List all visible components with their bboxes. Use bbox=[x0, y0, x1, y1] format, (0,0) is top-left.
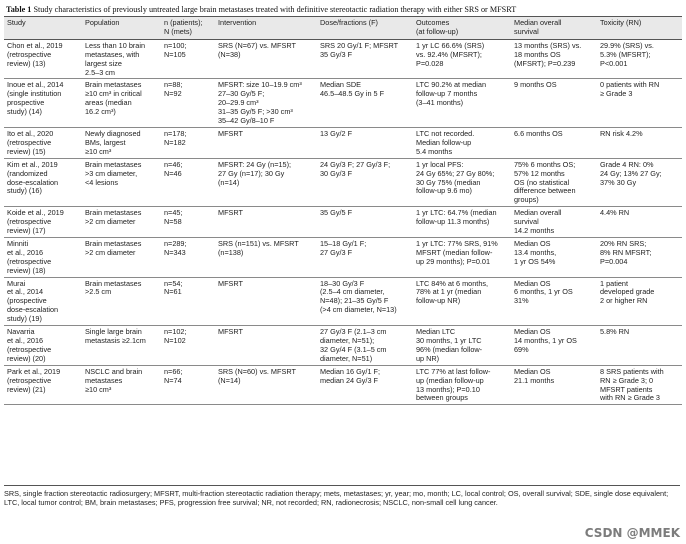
table-footnote: SRS, single fraction stereotactic radiosurgery; MFSRT, multi-fraction stereotactic radiation therapy; mets, metastases; yr, year; mo, month; LC, local control; OS, overall survival; SDE, single dose equivalent; LTC, local tumor control; BM, brain metastases; PFS, progression free survival; NR, not recorded; RN, radionecrosis; NSCLC, non-small cell lung cancer. bbox=[4, 485, 680, 507]
table-cell: MFSRT bbox=[218, 327, 243, 337]
table-cell: n=102; N=102 bbox=[164, 327, 187, 345]
table-cell: 1 yr LC 66.6% (SRS) vs. 92.4% (MFSRT); P=0.028 bbox=[416, 40, 485, 68]
table-row bbox=[4, 207, 682, 238]
table-row bbox=[4, 365, 682, 405]
table-cell: Newly diagnosed BMs, largest ≥10 cm³ bbox=[85, 128, 141, 156]
table-cell: 1 yr LTC: 77% SRS, 91% MFSRT (median follow- up 29 months); P=0.01 bbox=[416, 238, 498, 266]
column-header: Dose/fractions (F) bbox=[320, 18, 378, 27]
table-cell: Median OS 14 months, 1 yr OS 69% bbox=[514, 327, 577, 354]
table-cell: Median overall survival 14.2 months bbox=[514, 208, 562, 236]
table-cell: SRS (n=151) vs. MFSRT (n=138) bbox=[218, 238, 299, 257]
table-cell: SRS 20 Gy/1 F; MFSRT 35 Gy/3 F bbox=[320, 40, 399, 59]
watermark: CSDN @MMEK bbox=[584, 526, 680, 540]
table-cell: SRS (N=60) vs. MFSRT (N=14) bbox=[218, 366, 296, 385]
table-cell: Median 16 Gy/1 F; median 24 Gy/3 F bbox=[320, 366, 381, 385]
table-cell: 13 Gy/2 F bbox=[320, 128, 353, 138]
table-row bbox=[4, 79, 682, 128]
table-cell: Park et al., 2019 (retrospective review) (21) bbox=[7, 366, 61, 394]
table-cell: Kim et al., 2019 (randomized dose-escalation study) (16) bbox=[7, 159, 59, 196]
table-cell: n=54; N=61 bbox=[164, 278, 183, 297]
table-cell: MFSRT: size 10–19.9 cm³ 27–30 Gy/5 F; 20–29.9 cm³ 31–35 Gy/5 F; >30 cm³ 35–42 Gy/8–10 F bbox=[218, 80, 302, 126]
table-cell: 29.9% (SRS) vs. 5.3% (MFSRT); P<0.001 bbox=[600, 40, 654, 68]
table-cell: n=45; N=58 bbox=[164, 208, 183, 227]
column-header: Population bbox=[85, 18, 120, 27]
table-cell: 18–30 Gy/3 F (2.5–4 cm diameter, N=48); 21–35 Gy/5 F (>4 cm diameter, N=13) bbox=[320, 278, 397, 315]
column-header: Study bbox=[7, 18, 26, 27]
table-cell: n=88; N=92 bbox=[164, 80, 183, 99]
table-cell: RN risk 4.2% bbox=[600, 128, 643, 138]
table-cell: Median LTC 30 months, 1 yr LTC 96% (median follow- up NR) bbox=[416, 327, 483, 363]
table-cell: Brain metastases >2 cm diameter bbox=[85, 238, 142, 257]
table-cell: Ito et al., 2020 (retrospective review) (15) bbox=[7, 128, 54, 156]
table-cell: Brain metastases >2 cm diameter bbox=[85, 208, 142, 227]
table-caption-text: Study characteristics of previously untreated large brain metastases treated with definitive stereotactic radiation therapy with either SRS or MFSRT bbox=[31, 5, 517, 14]
table-cell: n=289; N=343 bbox=[164, 238, 187, 257]
table-cell: LTC 90.2% at median follow-up 7 months (3–41 months) bbox=[416, 80, 487, 108]
table-cell: n=178; N=182 bbox=[164, 128, 187, 147]
table-cell: 24 Gy/3 F; 27 Gy/3 F; 30 Gy/3 F bbox=[320, 159, 391, 178]
table-body bbox=[4, 39, 682, 405]
table-caption bbox=[6, 4, 682, 15]
table-cell: SRS (N=67) vs. MFSRT (N=38) bbox=[218, 40, 296, 59]
table-cell: Inoue et al., 2014 (single institution prospective study) (14) bbox=[7, 80, 64, 117]
table-cell: Single large brain metastasis ≥2.1cm bbox=[85, 327, 146, 345]
table-row bbox=[4, 277, 682, 326]
table-cell: 1 yr local PFS: 24 Gy 65%; 27 Gy 80%; 30 Gy 75% (median follow-up 9.6 mo) bbox=[416, 159, 495, 196]
table-cell: 1 yr LTC: 64.7% (median follow-up 11.3 months) bbox=[416, 208, 497, 227]
table-cell: n=100; N=105 bbox=[164, 40, 187, 59]
table-cell: NSCLC and brain metastases ≥10 cm³ bbox=[85, 366, 143, 394]
study-characteristics-table bbox=[4, 16, 682, 405]
table-cell: Grade 4 RN: 0% 24 Gy; 13% 27 Gy; 37% 30 Gy bbox=[600, 159, 662, 187]
column-header: n (patients); N (mets) bbox=[164, 18, 203, 36]
table-cell: Less than 10 brain metastases, with largest size 2.5–3 cm bbox=[85, 40, 146, 77]
table-cell: Navarria et al., 2016 (retrospective review) (20) bbox=[7, 327, 52, 363]
table-cell: 27 Gy/3 F (2.1–3 cm diameter, N=51); 32 Gy/4 F (3.1–5 cm diameter, N=51) bbox=[320, 327, 387, 363]
table-cell: 75% 6 months OS; 57% 12 months OS (no statistical difference between groups) bbox=[514, 159, 576, 205]
table-cell: 8 SRS patients with RN ≥ Grade 3; 0 MFSRT patients with RN ≥ Grade 3 bbox=[600, 366, 664, 403]
column-header: Median overall survival bbox=[514, 18, 562, 36]
table-cell: 20% RN SRS; 8% RN MFSRT; P=0.004 bbox=[600, 238, 652, 266]
table-cell: 35 Gy/5 F bbox=[320, 208, 353, 218]
table-caption-label: Table 1 bbox=[6, 5, 32, 14]
table-cell: Median SDE 46.5–48.5 Gy in 5 F bbox=[320, 80, 385, 99]
table-cell: Median OS 21.1 months bbox=[514, 366, 555, 385]
table-cell: Koide et al., 2019 (retrospective review) (17) bbox=[7, 208, 64, 236]
table-cell: Brain metastases >2.5 cm bbox=[85, 278, 142, 297]
table-row bbox=[4, 237, 682, 277]
table-row bbox=[4, 39, 682, 79]
table-cell: MFSRT: 24 Gy (n=15); 27 Gy (n=17); 30 Gy (n=14) bbox=[218, 159, 292, 187]
table-cell: MFSRT bbox=[218, 278, 243, 288]
table-cell: n=66; N=74 bbox=[164, 366, 183, 385]
table-cell: Murai et al., 2014 (prospective dose-escalation study) (19) bbox=[7, 278, 59, 324]
table-cell: n=46; N=46 bbox=[164, 159, 183, 178]
table-cell: 1 patient developed grade 2 or higher RN bbox=[600, 278, 655, 306]
table-cell: Median OS 13.4 months, 1 yr OS 54% bbox=[514, 238, 557, 266]
table-cell: LTC 77% at last follow- up (median follow-up 13 months); P=0.10 between groups bbox=[416, 366, 491, 403]
table-cell: MFSRT bbox=[218, 128, 243, 138]
table-row bbox=[4, 127, 682, 158]
table-cell: 5.8% RN bbox=[600, 327, 630, 337]
table-cell: 4.4% RN bbox=[600, 208, 630, 218]
table-cell: Minniti et al., 2016 (retrospective review) (18) bbox=[7, 238, 52, 275]
table-cell: Brain metastases >3 cm diameter, <4 lesions bbox=[85, 159, 142, 187]
table-cell: LTC 84% at 6 months, 78% at 1 yr (median follow-up NR) bbox=[416, 278, 489, 306]
table-cell: 15–18 Gy/1 F; 27 Gy/3 F bbox=[320, 238, 367, 257]
table-row bbox=[4, 158, 682, 207]
table-cell: 9 months OS bbox=[514, 80, 557, 90]
column-header: Outcomes (at follow-up) bbox=[416, 18, 459, 36]
table-cell: MFSRT bbox=[218, 208, 243, 218]
table-cell: Median OS 6 months, 1 yr OS 31% bbox=[514, 278, 573, 306]
table-cell: Chon et al., 2019 (retrospective review) (13) bbox=[7, 40, 63, 68]
table-header-row bbox=[4, 17, 682, 40]
table-cell: LTC not recorded. Median follow-up 5.4 months bbox=[416, 128, 475, 156]
table-cell: 6.6 months OS bbox=[514, 128, 563, 138]
table-row bbox=[4, 326, 682, 366]
column-header: Intervention bbox=[218, 18, 257, 27]
table-cell: 13 months (SRS) vs. 18 months OS (MFSRT); P=0.239 bbox=[514, 40, 582, 68]
table-cell: 0 patients with RN ≥ Grade 3 bbox=[600, 80, 660, 99]
table-cell: Brain metastases ≥10 cm³ in critical areas (median 16.2 cm³) bbox=[85, 80, 142, 117]
column-header: Toxicity (RN) bbox=[600, 18, 642, 27]
